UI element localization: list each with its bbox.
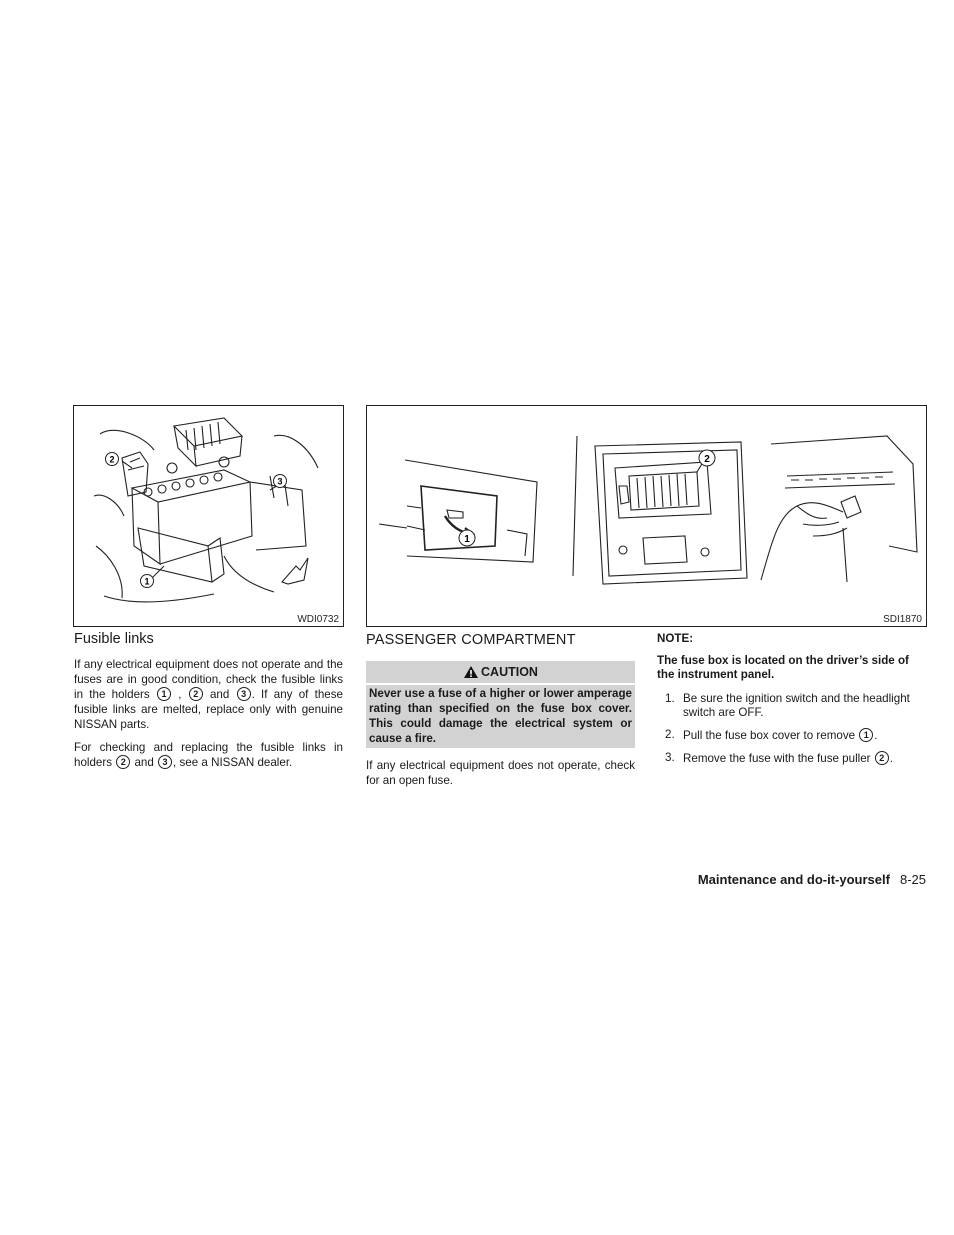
engine-fusible-links-figure <box>73 405 344 627</box>
callout-1: 1 <box>157 687 171 701</box>
callout-2: 2 <box>189 687 203 701</box>
fuse-check-steps <box>657 692 929 774</box>
figure-code-right: SDI1870 <box>883 614 922 625</box>
passenger-body-text <box>366 758 635 796</box>
caution-banner <box>366 661 635 683</box>
open-fuse-paragraph: If any electrical equipment does not operate, check for an open fuse. <box>366 759 635 787</box>
callout-3: 3 <box>158 755 172 769</box>
step-item: 3. Remove the fuse with the fuse puller 2 . <box>665 751 893 765</box>
callout-2-right: 2 <box>704 454 710 465</box>
warning-icon <box>463 665 479 679</box>
passenger-compartment-heading: PASSENGER COMPARTMENT <box>366 632 576 648</box>
step-item: 2. Pull the fuse box cover to remove 1 . <box>665 728 878 742</box>
note-label: NOTE: <box>657 632 694 645</box>
section-title: Maintenance and do-it-yourself <box>697 872 890 887</box>
callout-2-left: 2 <box>109 454 115 465</box>
callout-2: 2 <box>875 751 889 765</box>
page-footer <box>698 872 926 887</box>
figure-code-left: WDI0732 <box>297 614 339 625</box>
battery-illustration <box>74 406 343 626</box>
fuse-box-figure <box>366 405 927 627</box>
callout-3-left: 3 <box>277 476 283 487</box>
callout-3: 3 <box>237 687 251 701</box>
fusible-paragraph-2: For checking and replacing the fusible links in holders 2 and 3 , see a NISSAN dealer. <box>74 741 343 769</box>
callout-1-left: 1 <box>144 576 150 587</box>
caution-text: Never use a fuse of a higher or lower amperage rating than specified on the fuse box cover. This could damage the electrical system or cause a fire. <box>366 685 635 748</box>
callout-1-right: 1 <box>464 534 470 545</box>
fusible-links-text <box>74 657 343 778</box>
fuse-box-illustration <box>367 406 926 626</box>
note-text: The fuse box is located on the driver’s side of the instrument panel. <box>657 654 909 681</box>
page-number: 8-25 <box>899 872 926 887</box>
callout-1: 1 <box>859 728 873 742</box>
callout-2: 2 <box>116 755 130 769</box>
fusible-links-heading: Fusible links <box>74 631 154 647</box>
step-item: 1. Be sure the ignition switch and the headlight switch are OFF. <box>665 692 910 719</box>
fusible-paragraph-1: If any electrical equipment does not operate and the fuses are in good condition, check the fusible links in the holders 1 , 2 and 3 . If any of these fusible links are melted, replace only with genuine NISSAN parts. <box>74 658 343 731</box>
caution-label: CAUTION <box>481 665 538 679</box>
